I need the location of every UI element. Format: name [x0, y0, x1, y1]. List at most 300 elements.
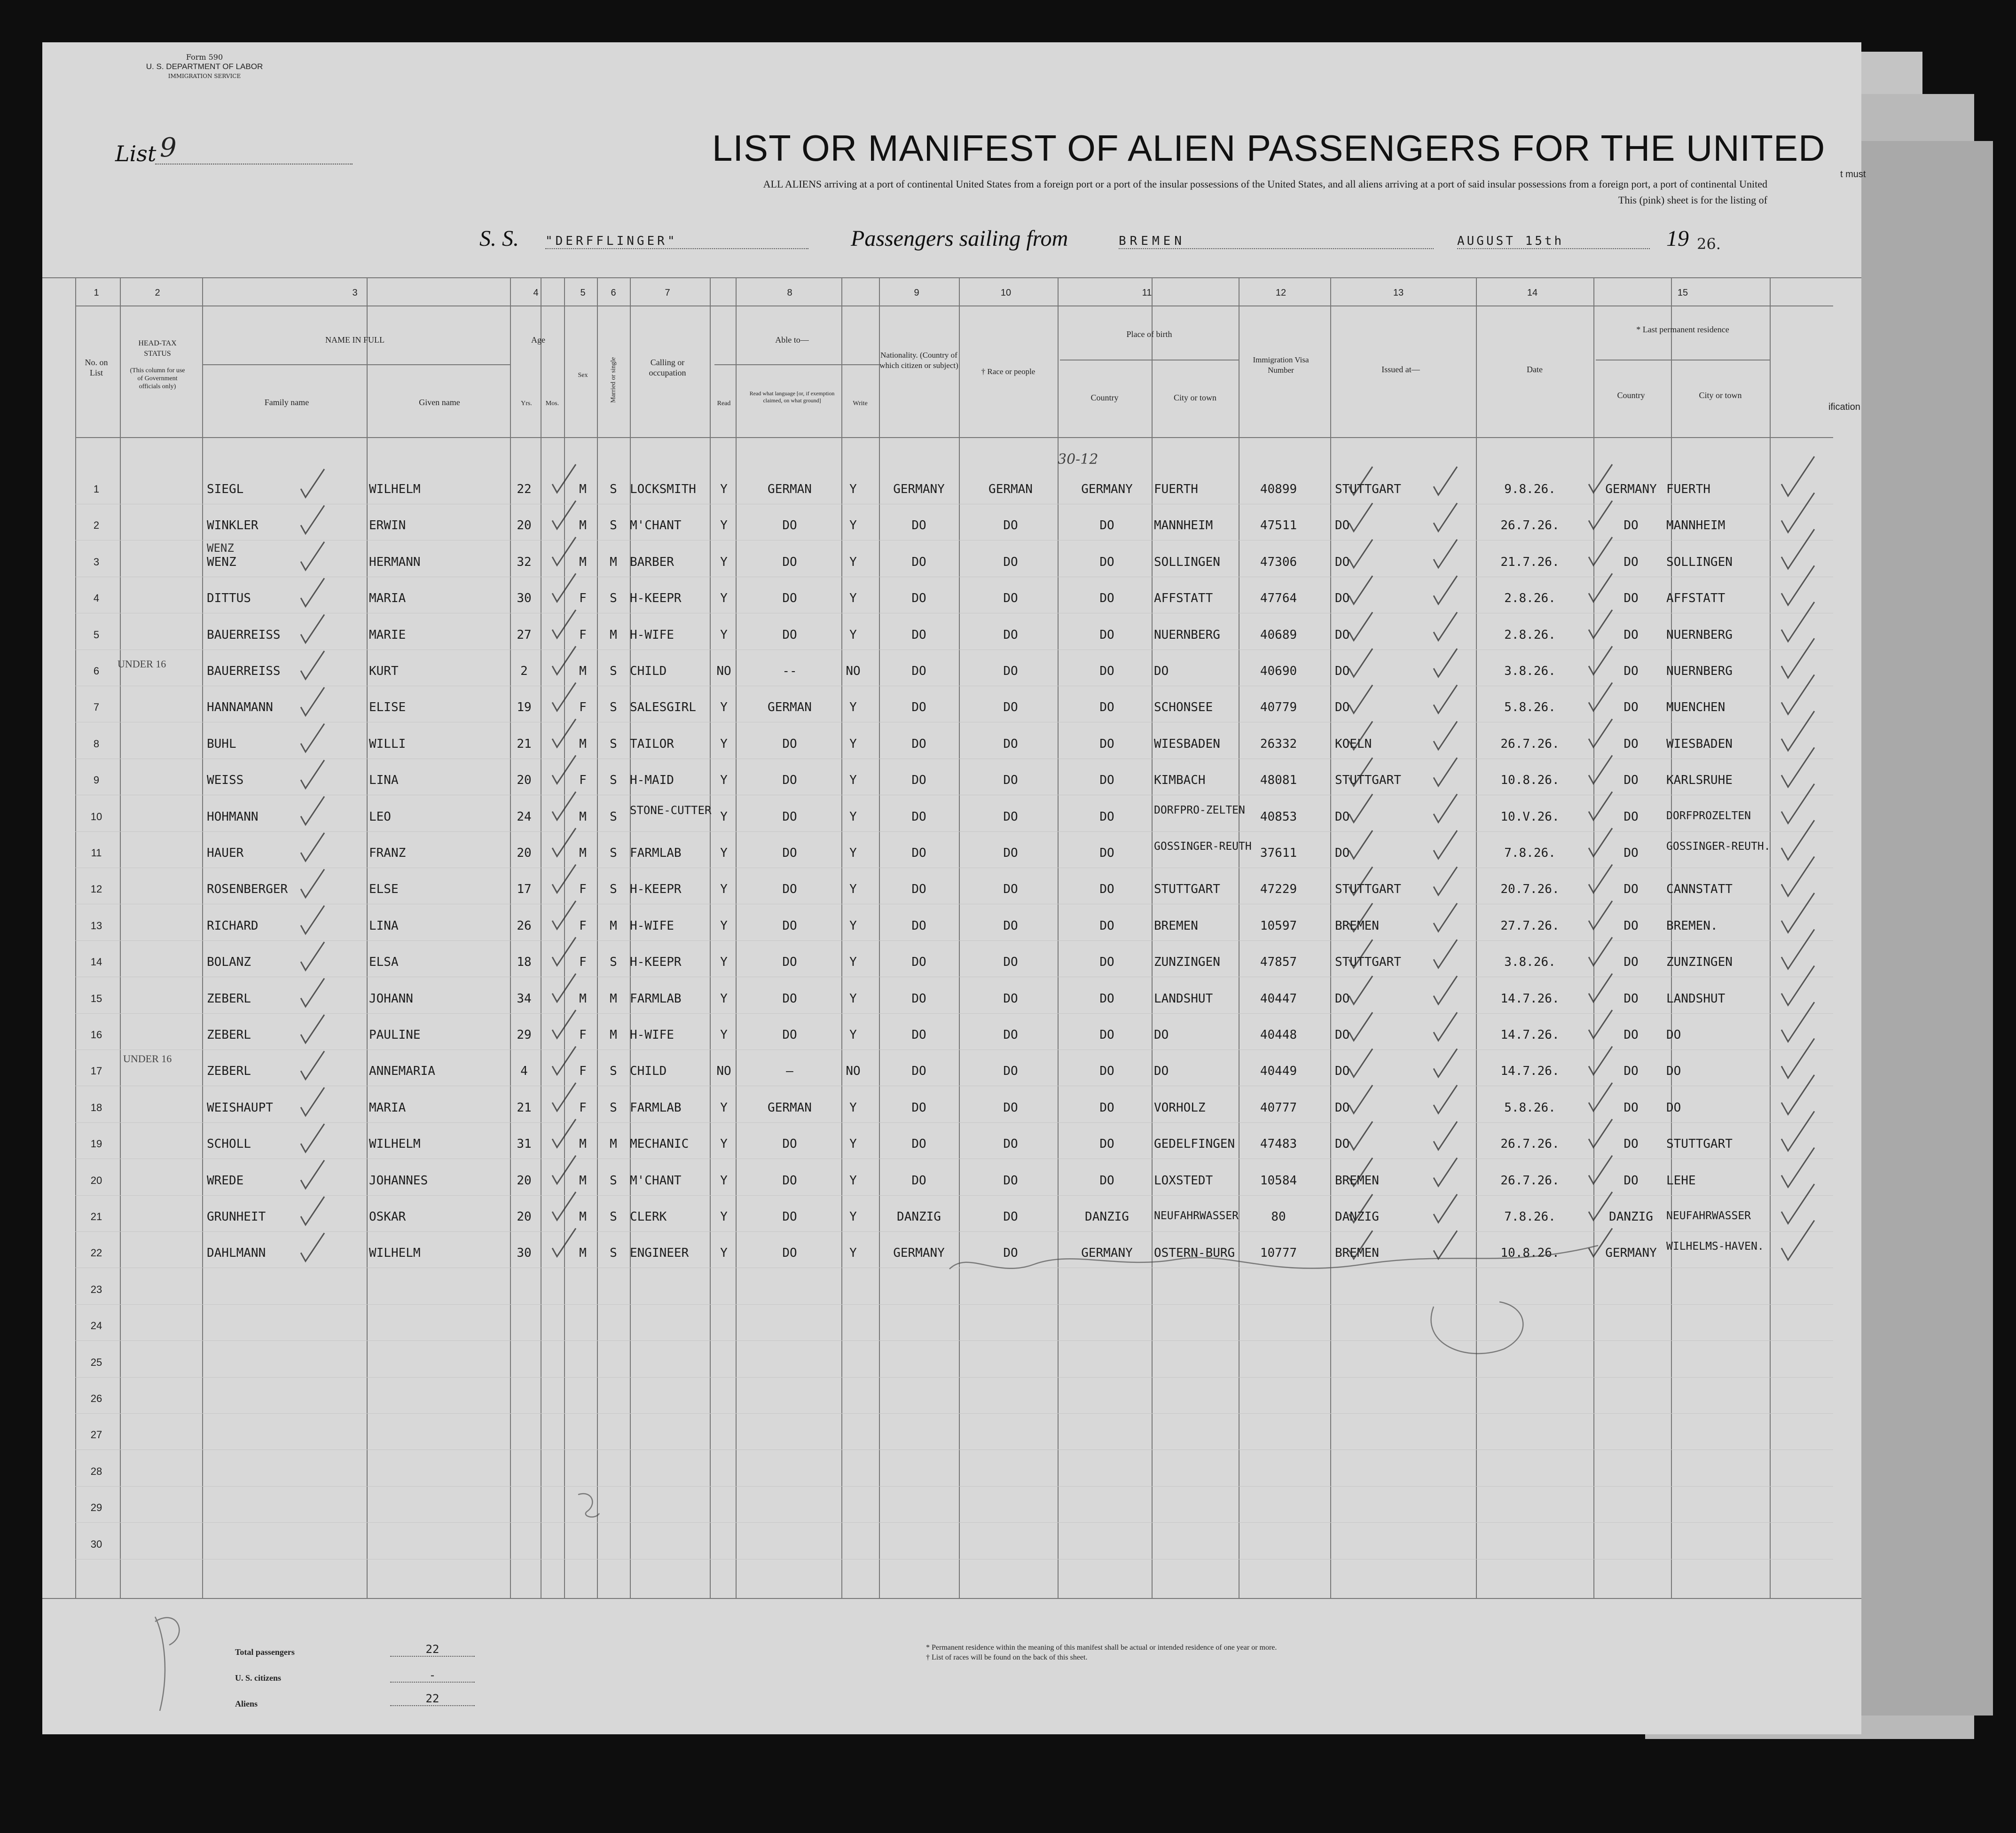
check-mark: [1349, 1012, 1373, 1041]
cell-given: ELSE: [369, 882, 399, 897]
cell-yrs: 4: [520, 1064, 528, 1079]
check-mark: [1589, 573, 1612, 602]
cell-family: DITTUS: [207, 591, 251, 606]
cell-write: Y: [849, 846, 857, 860]
check-mark: [1589, 1228, 1612, 1256]
cell-b-city: LOXSTEDT: [1154, 1173, 1213, 1188]
cell-date: 21.7.26.: [1500, 555, 1560, 569]
cell-ms: S: [610, 1100, 617, 1115]
check-mark: [1589, 1156, 1612, 1184]
cell-r-country: DO: [1624, 736, 1639, 751]
check-mark: [1781, 602, 1814, 642]
check-mark: [1349, 540, 1373, 568]
cell-calling: M'CHANT: [630, 518, 682, 533]
cell-race: DO: [1003, 809, 1018, 824]
cell-ms: S: [610, 518, 617, 533]
cell-family: WREDE: [207, 1173, 244, 1188]
sailing-date: AUGUST 15th: [1457, 234, 1650, 249]
cell-r-city: DORFPROZELTEN: [1666, 809, 1751, 822]
cell-race: DO: [1003, 736, 1018, 751]
cell-read: Y: [720, 1246, 728, 1261]
header-res-city: City or town: [1699, 391, 1742, 400]
check-mark: [1349, 1085, 1373, 1113]
cell-b-country: DO: [1099, 700, 1114, 715]
cell-race: DO: [1003, 700, 1018, 715]
check-mark: [1781, 893, 1814, 932]
cell-nationality: DO: [911, 555, 926, 569]
cell-lang: DO: [782, 627, 797, 642]
check-mark: [1349, 867, 1373, 895]
cell-family: BAUERREISS: [207, 627, 281, 642]
row-number: 3: [93, 556, 100, 568]
header-place-of-birth: Place of birth: [1126, 329, 1172, 339]
cell-r-city: CANNSTATT: [1666, 882, 1733, 897]
cell-nationality: DO: [911, 664, 926, 678]
header-family-name: Family name: [264, 398, 309, 407]
check-mark: [1781, 1002, 1814, 1042]
cell-nationality: DO: [911, 918, 926, 933]
cell-b-city: NEUFAHRWASSER: [1154, 1210, 1239, 1222]
header-name-in-full: NAME IN FULL: [325, 335, 384, 345]
cell-race: DO: [1003, 1137, 1018, 1152]
cell-sex: F: [579, 773, 587, 788]
cell-visa: 40449: [1260, 1064, 1297, 1079]
check-mark: [1434, 1049, 1457, 1077]
check-mark: [1589, 937, 1612, 965]
cell-yrs: 20: [517, 773, 532, 788]
row-number: 10: [90, 810, 102, 822]
check-mark: [1434, 1012, 1457, 1041]
cell-issued: BREMEN: [1335, 1173, 1379, 1188]
check-mark: [552, 610, 576, 638]
check-mark: [1589, 792, 1612, 820]
column-number: 7: [665, 288, 670, 298]
check-mark: [1781, 1148, 1814, 1187]
handwritten-scribble: [155, 1617, 179, 1711]
check-mark: [552, 1119, 576, 1147]
cell-sex: F: [579, 700, 587, 715]
cell-r-country: DO: [1624, 955, 1639, 970]
column-number: 14: [1527, 288, 1538, 298]
cell-b-city: ZUNZINGEN: [1154, 955, 1220, 970]
row-number: 24: [90, 1320, 102, 1332]
cell-write: Y: [849, 955, 857, 970]
cell-given: MARIA: [369, 591, 406, 606]
cell-lang: DO: [782, 555, 797, 569]
cell-r-country: DO: [1624, 700, 1639, 715]
column-number: 8: [787, 288, 792, 298]
cell-b-country: DO: [1099, 773, 1114, 788]
cell-issued: DO: [1335, 1028, 1350, 1042]
cell-b-country: DO: [1099, 1064, 1114, 1079]
cell-b-city: FUERTH: [1154, 482, 1198, 496]
footnotes: [926, 1643, 1277, 1662]
row-number: 8: [93, 737, 100, 750]
cell-ms: M: [610, 1137, 617, 1152]
check-mark: [1434, 1230, 1457, 1259]
check-mark: [1349, 903, 1373, 932]
cell-nationality: DO: [911, 955, 926, 970]
cell-read: NO: [716, 664, 731, 678]
cell-yrs: 29: [517, 1028, 532, 1042]
cell-sex: F: [579, 1064, 587, 1079]
cell-r-city: FUERTH: [1666, 482, 1710, 496]
cell-date: 27.7.26.: [1500, 918, 1560, 933]
row-number: 23: [90, 1283, 102, 1295]
check-mark: [552, 573, 576, 602]
cell-b-city: MANNHEIM: [1154, 518, 1213, 533]
column-number: 2: [155, 288, 160, 298]
check-mark: [1589, 864, 1612, 893]
page-title: LIST OR MANIFEST OF ALIEN PASSENGERS FOR THE UNITED: [712, 127, 1826, 169]
cell-visa: 47483: [1260, 1137, 1297, 1152]
cell-b-city: STUTTGART: [1154, 882, 1220, 897]
cell-b-country: DO: [1099, 627, 1114, 642]
cell-b-country: DO: [1099, 918, 1114, 933]
header-sex: Sex: [578, 372, 588, 379]
cell-ms: S: [610, 591, 617, 606]
cell-issued: DO: [1335, 700, 1350, 715]
check-mark: [552, 464, 576, 493]
cell-r-country: DO: [1624, 627, 1639, 642]
cell-calling: H-WIFE: [630, 918, 674, 933]
cell-visa: 37611: [1260, 846, 1297, 860]
cell-lang: GERMAN: [768, 700, 812, 715]
cell-date: 20.7.26.: [1500, 882, 1560, 897]
check-mark: [301, 942, 324, 970]
cell-calling: MECHANIC: [630, 1137, 689, 1152]
cell-b-city: GEDELFINGEN: [1154, 1137, 1235, 1152]
header-res-country: Country: [1617, 391, 1645, 400]
cell-family: BUHL: [207, 736, 236, 751]
cell-sex: F: [579, 918, 587, 933]
check-mark: [1781, 784, 1814, 823]
cell-r-city: MANNHEIM: [1666, 518, 1726, 533]
under-16-stamp: UNDER 16: [123, 1053, 172, 1065]
ship-prefix: S. S.: [479, 226, 519, 251]
cell-nationality: DO: [911, 1137, 926, 1152]
check-mark: [1434, 830, 1457, 859]
cell-visa: 47857: [1260, 955, 1297, 970]
cell-calling: H-WIFE: [630, 1028, 674, 1042]
cell-r-city: WILHELMS-HAVEN.: [1666, 1240, 1764, 1253]
cell-read: Y: [720, 1100, 728, 1115]
cell-b-country: DO: [1099, 736, 1114, 751]
cell-lang: GERMAN: [768, 482, 812, 496]
cell-sex: M: [579, 1173, 587, 1188]
header-mos: Mos.: [545, 400, 559, 407]
cell-r-country: DO: [1624, 918, 1639, 933]
cell-sex: F: [579, 882, 587, 897]
cell-sex: M: [579, 1246, 587, 1261]
cell-b-city: GOSSINGER-REUTH: [1154, 840, 1252, 853]
cell-nationality: DO: [911, 1100, 926, 1115]
check-mark: [1349, 1194, 1373, 1222]
cell-b-city: OSTERN-BURG: [1154, 1246, 1235, 1261]
column-number: 13: [1393, 288, 1404, 298]
cell-issued: DO: [1335, 1064, 1350, 1079]
right-edge-fragment: t must: [1840, 169, 1866, 180]
cell-calling: TAILOR: [630, 736, 674, 751]
cell-lang: DO: [782, 1246, 797, 1261]
overwrite-note: WENZ: [207, 541, 234, 555]
cell-calling: H-WIFE: [630, 627, 674, 642]
row-number: 12: [90, 883, 102, 895]
cell-visa: 40689: [1260, 627, 1297, 642]
cell-b-country: DO: [1099, 555, 1114, 569]
cell-lang: DO: [782, 591, 797, 606]
check-mark: [301, 833, 324, 861]
cell-calling: ENGINEER: [630, 1246, 689, 1261]
cell-nationality: DO: [911, 1064, 926, 1079]
cell-read: Y: [720, 955, 728, 970]
cell-read: Y: [720, 773, 728, 788]
cell-given: MARIA: [369, 1100, 406, 1115]
cell-visa: 10777: [1260, 1246, 1297, 1261]
cell-r-city: ZUNZINGEN: [1666, 955, 1733, 970]
total-passengers-value: 22: [390, 1643, 475, 1657]
cell-issued: DO: [1335, 555, 1350, 569]
cell-r-city: STUTTGART: [1666, 1137, 1733, 1152]
cell-b-city: DO: [1154, 1028, 1169, 1042]
cell-calling: H-KEEPR: [630, 591, 682, 606]
cell-read: Y: [720, 627, 728, 642]
check-mark: [1349, 612, 1373, 641]
cell-read: Y: [720, 991, 728, 1006]
check-mark: [1434, 685, 1457, 713]
cell-read: Y: [720, 1173, 728, 1188]
check-mark: [552, 828, 576, 856]
column-number: 3: [352, 288, 358, 298]
cell-issued: STUTTGART: [1335, 955, 1401, 970]
cell-yrs: 20: [517, 518, 532, 533]
cell-issued: DO: [1335, 518, 1350, 533]
cell-yrs: 30: [517, 591, 532, 606]
check-mark: [1781, 1221, 1814, 1260]
cell-nationality: GERMANY: [893, 1246, 945, 1261]
row-number: 30: [90, 1538, 102, 1550]
cell-ms: M: [610, 991, 617, 1006]
check-mark: [1349, 976, 1373, 1004]
cell-family: DAHLMANN: [207, 1246, 266, 1261]
check-mark: [552, 1083, 576, 1111]
cell-family: HOHMANN: [207, 809, 259, 824]
cell-sex: F: [579, 1100, 587, 1115]
check-mark: [552, 901, 576, 929]
check-mark: [301, 1197, 324, 1225]
header-given-name: Given name: [419, 398, 460, 407]
row-number: 5: [93, 628, 100, 641]
row-number: 18: [90, 1101, 102, 1113]
cell-date: 3.8.26.: [1504, 955, 1556, 970]
check-mark: [1589, 901, 1612, 929]
cell-sex: F: [579, 591, 587, 606]
check-mark: [1434, 976, 1457, 1004]
check-mark: [1349, 1230, 1373, 1259]
cell-lang: DO: [782, 1210, 797, 1224]
check-mark: [301, 505, 324, 533]
cell-read: Y: [720, 809, 728, 824]
header-date: Date: [1527, 365, 1543, 374]
cell-write: Y: [849, 1173, 857, 1188]
row-number: 22: [90, 1247, 102, 1259]
cell-race: DO: [1003, 518, 1018, 533]
cell-visa: 47306: [1260, 555, 1297, 569]
check-mark: [1781, 565, 1814, 605]
cell-sex: M: [579, 1210, 587, 1224]
column-number: 10: [1000, 288, 1012, 298]
cell-b-city: KIMBACH: [1154, 773, 1206, 788]
cell-r-city: LEHE: [1666, 1173, 1696, 1188]
cell-lang: DO: [782, 773, 797, 788]
cell-b-country: DO: [1099, 846, 1114, 860]
cell-b-country: DO: [1099, 591, 1114, 606]
cell-b-city: AFFSTATT: [1154, 591, 1213, 606]
cell-read: Y: [720, 555, 728, 569]
cell-lang: DO: [782, 955, 797, 970]
check-mark: [1349, 467, 1373, 495]
cell-visa: 47764: [1260, 591, 1297, 606]
ship-name: "DERFFLINGER": [545, 234, 808, 249]
cell-race: DO: [1003, 1028, 1018, 1042]
check-mark: [552, 755, 576, 783]
cell-b-city: DORFPRO-ZELTEN: [1154, 804, 1245, 816]
right-edge-fragment: ification: [1828, 402, 1860, 412]
cell-sex: M: [579, 809, 587, 824]
check-mark: [301, 1088, 324, 1116]
cell-b-country: DO: [1099, 1100, 1114, 1115]
cell-family: ZEBERL: [207, 1064, 251, 1079]
header-no-on-list: No. on List: [85, 358, 108, 377]
cell-race: DO: [1003, 1246, 1018, 1261]
cell-r-country: DO: [1624, 1064, 1639, 1079]
check-mark: [1781, 529, 1814, 569]
cell-yrs: 18: [517, 955, 532, 970]
cell-r-city: DO: [1666, 1064, 1681, 1079]
row-number: 21: [90, 1211, 102, 1222]
row-number: 6: [93, 665, 100, 677]
check-mark: [301, 724, 324, 752]
cell-write: Y: [849, 1246, 857, 1261]
cell-r-country: DO: [1624, 1100, 1639, 1115]
cell-race: DO: [1003, 555, 1018, 569]
year-prefix: 19: [1666, 226, 1689, 251]
check-mark: [1349, 1158, 1373, 1186]
cell-sex: M: [579, 482, 587, 496]
row-number: 17: [90, 1065, 102, 1077]
cell-calling: CHILD: [630, 664, 667, 678]
cell-ms: S: [610, 1210, 617, 1224]
cell-family: HAUER: [207, 846, 244, 860]
cell-yrs: 20: [517, 1210, 532, 1224]
row-number: 16: [90, 1029, 102, 1041]
cell-b-city: SCHONSEE: [1154, 700, 1213, 715]
cell-r-country: DO: [1624, 1173, 1639, 1188]
cell-write: Y: [849, 918, 857, 933]
cell-r-country: DO: [1624, 846, 1639, 860]
footnote-races: † List of races will be found on the back of this sheet.: [926, 1653, 1088, 1661]
check-mark: [1781, 820, 1814, 860]
cell-write: Y: [849, 991, 857, 1006]
cell-family: WENZ: [207, 555, 236, 569]
cell-visa: 10584: [1260, 1173, 1297, 1188]
check-mark: [1589, 1010, 1612, 1038]
column-number: 15: [1677, 288, 1688, 298]
cell-nationality: DO: [911, 1173, 926, 1188]
check-mark: [1589, 828, 1612, 856]
cell-date: 14.7.26.: [1500, 1028, 1560, 1042]
check-mark: [1434, 794, 1457, 822]
check-mark: [1434, 540, 1457, 568]
cell-visa: 40777: [1260, 1100, 1297, 1115]
check-mark: [301, 687, 324, 715]
check-mark: [552, 1192, 576, 1220]
cell-date: 3.8.26.: [1504, 664, 1556, 678]
cell-nationality: DO: [911, 627, 926, 642]
check-mark: [1589, 1046, 1612, 1074]
check-mark: [301, 651, 324, 679]
cell-yrs: 34: [517, 991, 532, 1006]
cell-date: 14.7.26.: [1500, 1064, 1560, 1079]
header-age: Age: [531, 335, 545, 345]
cell-yrs: 21: [517, 736, 532, 751]
header-read-language: Read what language [or, if exemption claimed, on what ground]: [749, 390, 835, 404]
row-number: 1: [93, 483, 100, 495]
cell-r-country: DO: [1624, 664, 1639, 678]
cell-nationality: DO: [911, 773, 926, 788]
cell-r-country: DO: [1624, 518, 1639, 533]
check-mark: [1781, 857, 1814, 896]
cell-date: 14.7.26.: [1500, 991, 1560, 1006]
header-calling: Calling or occupation: [649, 358, 686, 377]
cell-family: BAUERREISS: [207, 664, 281, 678]
cell-read: Y: [720, 736, 728, 751]
cell-lang: --: [782, 664, 797, 678]
cell-issued: DO: [1335, 809, 1350, 824]
footnote-residence: * Permanent residence within the meaning of this manifest shall be actual or intended residence of one year or more.: [926, 1644, 1277, 1652]
cell-issued: DO: [1335, 664, 1350, 678]
cell-race: DO: [1003, 1100, 1018, 1115]
check-mark: [301, 578, 324, 606]
cell-b-city: LANDSHUT: [1154, 991, 1213, 1006]
cell-nationality: DO: [911, 736, 926, 751]
cell-calling: H-MAID: [630, 773, 674, 788]
check-mark: [1781, 675, 1814, 714]
cell-calling: FARMLAB: [630, 1100, 682, 1115]
check-mark: [1589, 682, 1612, 711]
cell-yrs: 2: [520, 664, 528, 678]
cell-write: NO: [846, 664, 861, 678]
department: U. S. DEPARTMENT OF LABOR: [146, 62, 263, 71]
cell-read: Y: [720, 846, 728, 860]
cell-ms: S: [610, 955, 617, 970]
check-mark: [552, 719, 576, 747]
cell-r-country: DO: [1624, 809, 1639, 824]
cell-read: Y: [720, 482, 728, 496]
cell-ms: S: [610, 700, 617, 715]
check-mark: [1589, 501, 1612, 529]
us-citizens-label: U. S. citizens: [235, 1673, 281, 1683]
aliens-value: 22: [390, 1692, 475, 1706]
cell-given: LEO: [369, 809, 391, 824]
cell-ms: M: [610, 555, 617, 569]
year-suffix: 26.: [1697, 235, 1721, 253]
cell-race: DO: [1003, 1064, 1018, 1079]
check-mark: [552, 646, 576, 674]
cell-given: WILHELM: [369, 482, 421, 496]
header-read: Read: [717, 400, 731, 407]
check-mark: [301, 1160, 324, 1189]
